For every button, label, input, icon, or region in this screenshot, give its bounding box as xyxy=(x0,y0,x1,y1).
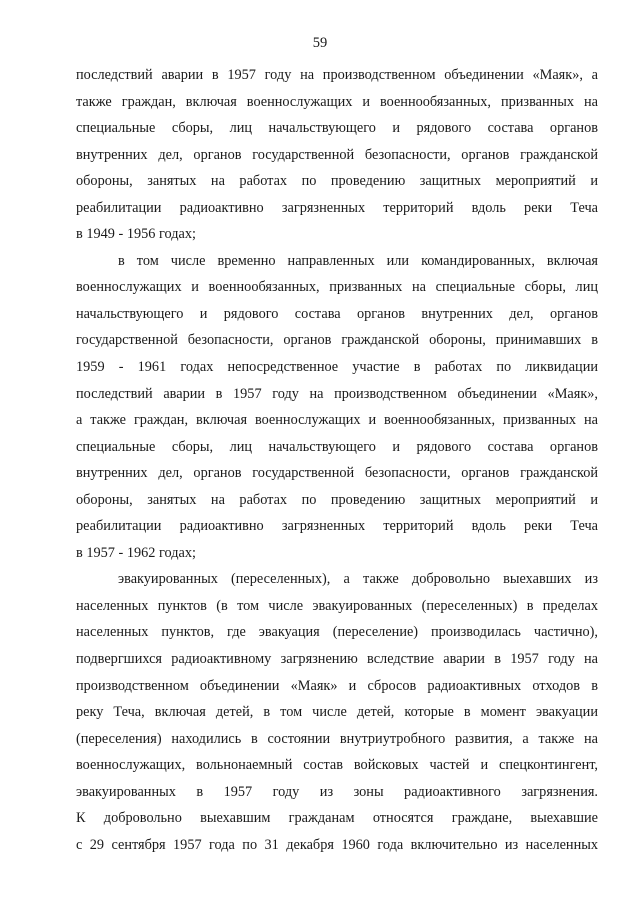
text-line: К добровольно выехавшим гражданам относятся граждане, выехавшие xyxy=(76,810,598,827)
page-number: 59 xyxy=(312,35,328,51)
text-line: в 1957 - 1962 годах; xyxy=(76,544,196,561)
text-line: также граждан, включая военнослужащих и военнообязанных, призванных на xyxy=(76,93,598,110)
text-line: реабилитации радиоактивно загрязненных территорий вдоль реки Теча xyxy=(76,518,598,535)
text-line: специальные сборы, лиц начальствующего и рядового состава органов xyxy=(76,438,598,455)
text-line: с 29 сентября 1957 года по 31 декабря 1960 года включительно из населенных xyxy=(76,836,598,853)
paragraph-first-line: эвакуированных (переселенных), а также добровольно выехавших из xyxy=(118,571,598,588)
text-line: в 1949 - 1956 годах; xyxy=(76,226,196,243)
paragraph-first-line: в том числе временно направленных или командированных, включая xyxy=(118,252,598,269)
text-line: обороны, занятых на работах по проведению защитных мероприятий и xyxy=(76,173,598,190)
text-line: реабилитации радиоактивно загрязненных территорий вдоль реки Теча xyxy=(76,199,598,216)
text-line: населенных пунктов, где эвакуация (переселение) производилась частично), xyxy=(76,624,598,641)
text-line: реку Теча, включая детей, в том числе детей, которые в момент эвакуации xyxy=(76,704,598,721)
text-line: государственной безопасности, органов гражданской обороны, принимавших в xyxy=(76,332,598,349)
text-line: производственном объединении «Маяк» и сбросов радиоактивных отходов в xyxy=(76,677,598,694)
text-line: специальные сборы, лиц начальствующего и рядового состава органов xyxy=(76,120,598,137)
text-line: последствий аварии в 1957 году на производственном объединении «Маяк», а xyxy=(76,67,598,83)
body-text xyxy=(76,62,598,858)
text-line: 1959 - 1961 годах непосредственное участие в работах по ликвидации xyxy=(76,359,598,376)
text-line: подвергшихся радиоактивному загрязнению вследствие аварии в 1957 году на xyxy=(76,651,598,668)
text-line: эвакуированных в 1957 году из зоны радиоактивного загрязнения. xyxy=(76,783,598,800)
text-line: военнослужащих, вольнонаемный состав войсковых частей и спецконтингент, xyxy=(76,757,598,774)
text-line: последствий аварии в 1957 году на производственном объединении «Маяк», xyxy=(76,385,598,402)
text-line: внутренних дел, органов государственной безопасности, органов гражданской xyxy=(76,146,598,163)
text-line: обороны, занятых на работах по проведению защитных мероприятий и xyxy=(76,491,598,508)
text-line: начальствующего и рядового состава органов внутренних дел, органов xyxy=(76,305,598,322)
text-line: населенных пунктов (в том числе эвакуированных (переселенных) в пределах xyxy=(76,597,598,614)
text-line: военнослужащих и военнообязанных, призванных на специальные сборы, лиц xyxy=(76,279,598,296)
text-line: а также граждан, включая военнослужащих и военнообязанных, призванных на xyxy=(76,412,598,429)
text-line: (переселения) находились в состоянии внутриутробного развития, а также на xyxy=(76,730,598,747)
text-line: внутренних дел, органов государственной безопасности, органов гражданской xyxy=(76,465,598,482)
